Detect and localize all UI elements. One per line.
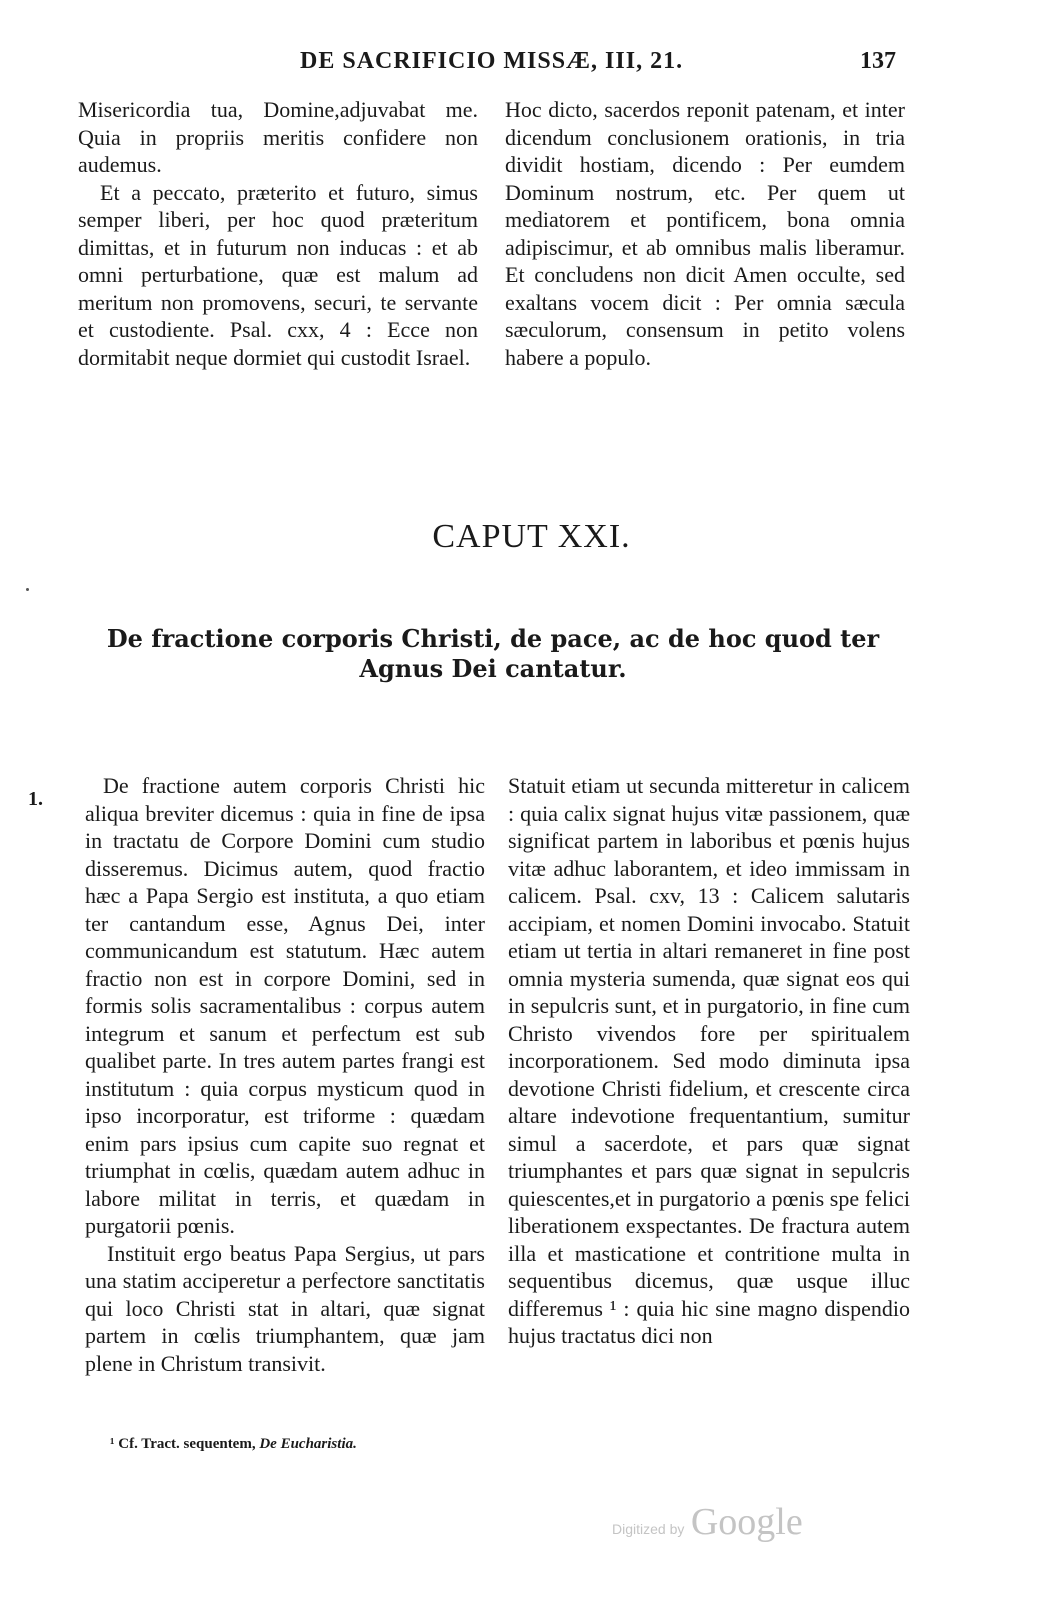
bottom-right-column <box>508 772 910 1350</box>
page-number: 137 <box>860 48 896 74</box>
top-left-column <box>78 96 478 371</box>
footnote-title: De Eucharistia. <box>259 1436 357 1452</box>
paragraph: Misericordia tua, Domine,adjuvabat me. Quia in propriis meritis confidere non audemus. <box>78 97 478 177</box>
paragraph: Hoc dicto, sacerdos reponit patenam, et inter dicendum conclusionem orationis, in tria dividit hostiam, dicendo : Per eumdem Dominum nostrum, etc. Per quem ut mediatorem et pontificem, bona omnia adipiscimur, et ab omnibus malis liberamur. Et concludens non dicit Amen occulte, sed exaltans vocem dicit : Per omnia sæcula sæculorum, consensum in petito volens habere a populo. <box>505 97 905 370</box>
chapter-subtitle: De fractione corporis Christi, de pace, ac de hoc quod ter Agnus Dei cantatur. <box>106 624 880 683</box>
paragraph: Statuit etiam ut secunda mitteretur in calicem : quia calix signat hujus vitæ passionem, quæ significat partem in laboribus et pœnis hujus vitæ adhuc laborantem, et ideo immissam in calicem. Psal. cxv, 13 : Calicem salutaris accipiam, et nomen Domini invocabo. Statuit etiam ut tertia in altari remaneret in fine post omnia mysteria sumenda, quæ signat eos qui in sepulcris sunt, et in purgatorio, in fine cum Christo vivendos fore per spiritualem incorporationem. Sed modo diminuta ipsa devotione Christi fidelium, et crescente circa altare indevotione frequentantium, sumitur simul a sacerdote, et pars quæ signat triumphantes et pars quæ signat in sepulcris quiescentes,et in purgatorio a pœnis spe felici liberationem exspectantes. De fractura autem illa et masticatione et contritione multa in sequentibus dicemus, quæ usque illuc differemus ¹ : quia hic sine magno dispendio hujus tractatus dici non <box>508 773 910 1348</box>
top-right-column <box>505 96 905 371</box>
footnote-mark: ¹ <box>110 1436 115 1452</box>
paragraph: Et a peccato, præterito et futuro, simus semper liberi, per hoc quod præteritum dimittas, et in futurum non inducas : et ab omni perturbatione, quæ est malum ad meritum non promovens, securi, te servante et custodiente. Psal. cxx, 4 : Ecce non dormitabit neque dormiet qui custodit Israel. <box>78 179 478 370</box>
watermark-prefix: Digitized by <box>612 1521 685 1537</box>
digitized-watermark <box>612 1500 803 1544</box>
paragraph: De fractione autem corporis Christi hic aliqua breviter dicemus : quia in fine de ipsa in tractatu de Corpore Domini cum studio disseremus. Dicimus autem, quod fractio hæc a Papa Sergio est instituta, a quo etiam ter cantandum esse, Agnus Dei, inter communicandum est statutum. Hæc autem fractio non est in corpore Domini, sed in formis solis sacramentalibus : corpus autem integrum et sanum et perfectum est sub qualibet parte. In tres autem partes frangi est institutum : quia corpus mysticum quod in ipso incorporatur, est triforme : quædam enim pars ipsius cum capite suo regnat et triumphat in cœlis, quædam autem adhuc in labore militat in terris, et quædam in purgatorii pœnis. <box>85 773 485 1238</box>
paragraph: Instituit ergo beatus Papa Sergius, ut pars una statim acciperetur a perfectore sanctitatis qui loco Christi stat in altari, quæ signat partem in cœlis triumphantem, quæ jam plene in Christum transivit. <box>85 1240 485 1376</box>
footnote-text: Cf. Tract. sequentem, <box>118 1436 256 1452</box>
google-logo: Google <box>690 1501 803 1543</box>
print-speck <box>26 588 29 591</box>
footnote <box>110 1436 357 1453</box>
running-head: DE SACRIFICIO MISSÆ, III, 21. <box>300 48 684 74</box>
section-number: 1. <box>28 788 43 810</box>
bottom-left-column <box>85 772 485 1377</box>
chapter-title: CAPUT XXI. <box>432 518 631 555</box>
